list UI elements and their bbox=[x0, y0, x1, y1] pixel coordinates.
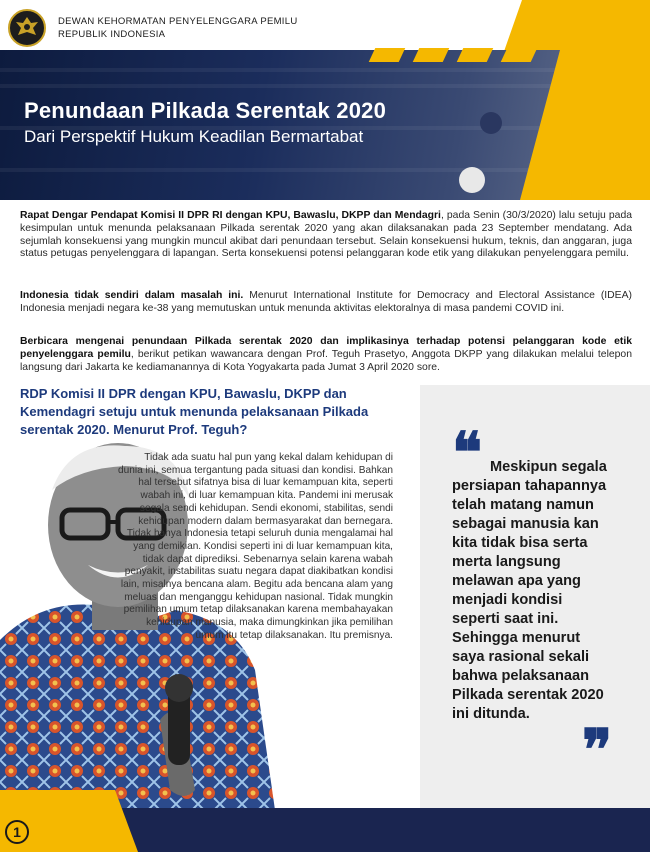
intro-paragraph-1 bbox=[20, 210, 632, 261]
page-number: 1 bbox=[5, 820, 29, 844]
close-quote-icon: ❞ bbox=[582, 717, 613, 783]
page-title: Penundaan Pilkada Serentak 2020 bbox=[24, 98, 387, 123]
dkpp-logo-icon bbox=[8, 9, 46, 47]
organization-name bbox=[58, 15, 298, 41]
intro-p3-bold: Berbicara mengenai penundaan Pilkada serentak 2020 dan implikasinya terhadap potensi pelanggaran kode etik penyelenggara pemilu bbox=[20, 336, 632, 360]
intro-p1-text: , pada Senin (30/3/2020) lalu setuju pada kesimpulan untuk menunda pelaksanaan Pilkada serentak 2020 yang akan dilaksanakan pada 23 September mendatang. Ada sejumlah konsekuensi yang mungkin muncul akibat dari penundaan tersebut. Selain konsekuensi hukum, teknis, dan anggaran, juga status petugas penyelenggara di lapangan. Serta konsekuensi potensi pelanggaran kode etik yang dilakukan penyelenggara pemilu. bbox=[20, 210, 632, 260]
intro-paragraph-3 bbox=[20, 336, 632, 374]
page-subtitle: Dari Perspektif Hukum Keadilan Bermartabat bbox=[24, 127, 364, 146]
pull-quote-text: segala persiapan tahapannya telah matang namun sebagai manusia kan kita tidak bisa serta merta langsung melawan apa yang menjadi kondisi seperti saat ini. Sehingga menurut saya rasional sekali bahwa pelaksanaan Pilkada serentak 2020 ini ditunda. bbox=[452, 459, 607, 722]
pull-quote bbox=[452, 458, 610, 724]
org-line-1: DEWAN KEHORMATAN PENYELENGGARA PEMILU bbox=[58, 16, 298, 27]
intro-p3-text: , berikut petikan wawancara dengan Prof. Teguh Prasetyo, Anggota DKPP yang dilakukan melalui telepon langsung dari Jakarta ke kediamanannya di Kota Yogyakarta pada Jumat 3 April 2020 sore. bbox=[20, 348, 632, 373]
intro-p2-text: Menurut International Institute for Democracy and Electoral Assistance (IDEA) Indonesia menjadi negara ke-38 yang memutuskan untuk menunda aktivitas elektoralnya di masa pandemi COVID ini. bbox=[20, 290, 632, 314]
intro-paragraph-2 bbox=[20, 290, 632, 316]
interview-answer: Tidak ada suatu hal pun yang kekal dalam kehidupan di dunia ini, semua tergantung pada situasi dan kondisi. Bahkan hal tersebut sifatnya bisa di luar kemampuan kita, seperti wabah ini, di luar kemampuan kita. Pandemi ini merusak segala sendi kehidupan. Sendi ekonomi, stabilitas, sendi kehidupan modern dalam bermasyarakat dan bernegara. Tidak hanya Indonesia tetapi seluruh dunia mengalamai hal yang demikian. Kondisi seperti ini di luar kemampuan kita, tidak dapat diprediksi. Sebenarnya selain karena wabah penyakit, instabilitas suatu negara dapat diakibatkan kondisi lain, misalnya bencana alam. Begitu ada bencana alam yang meluas dan menganggu kehidupan nasional. Tidak mungkin pemilihan umum tetap dilaksanakan karena membahayakan kehidupan manusia, maka dimungkinkan jika pemilihan umum itu tetap dilaksanakan. Itu premisnya. bbox=[118, 452, 393, 641]
decor-circle bbox=[480, 112, 502, 134]
interview-question: RDP Komisi II DPR dengan KPU, Bawaslu, DKPP dan Kemendagri setuju untuk menunda pelaksanaan Pilkada serentak 2020. Menurut Prof. Teguh? bbox=[20, 386, 369, 437]
intro-p1-bold: Rapat Dengar Pendapat Komisi II DPR RI dengan KPU, Bawaslu, DKPP dan Mendagri bbox=[20, 210, 441, 221]
decor-circle bbox=[459, 167, 485, 193]
pull-quote-first-word: Meskipun bbox=[490, 459, 558, 475]
open-quote-icon: ❝ bbox=[452, 420, 483, 486]
intro-p2-bold: Indonesia tidak sendiri dalam masalah ini. bbox=[20, 290, 244, 301]
org-line-2: REPUBLIK INDONESIA bbox=[58, 29, 166, 40]
